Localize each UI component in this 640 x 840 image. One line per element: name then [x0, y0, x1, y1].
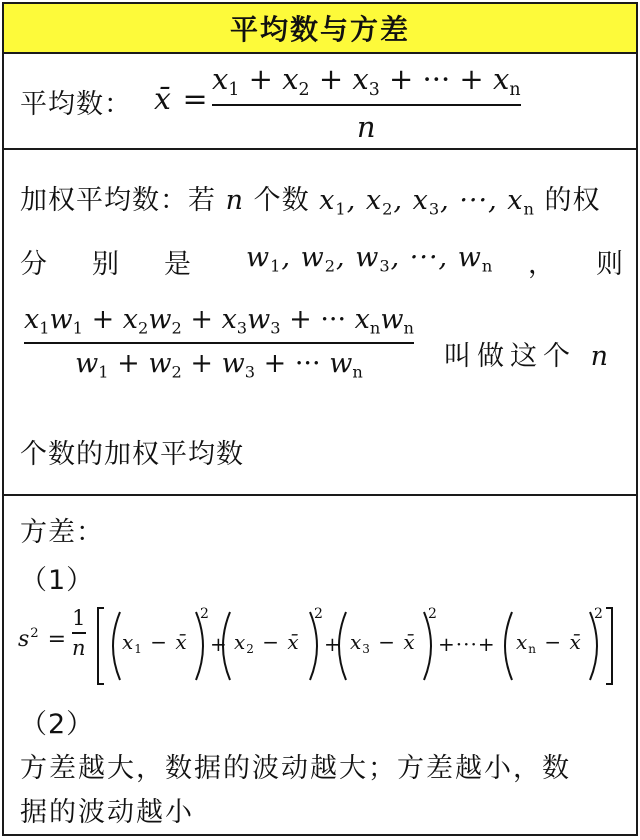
- variance-plus-1: +: [210, 632, 228, 656]
- mean-fraction: [212, 62, 521, 144]
- weighted-line-1: [20, 178, 601, 219]
- variance-formula: [18, 604, 618, 688]
- mean-formula-alt: [0, 0, 1, 1]
- variance-item-2: （2）: [20, 709, 95, 740]
- weighted-numerator: $x_1w_1 + x_2w_2 + x_3w_3$ + ··· $x_nw_n$: [24, 304, 414, 338]
- variance-one: 1: [72, 606, 86, 630]
- weighted-mean-section: [4, 150, 636, 496]
- var-n: n: [225, 185, 254, 216]
- weighted-line-2: [20, 242, 624, 282]
- w-sequence: $w_1$, $w_2$, $w_3$, ···, $w_n$: [246, 242, 494, 276]
- mean-section: [4, 54, 636, 150]
- formula-alt-texts: [0, 0, 1, 1]
- variance-term-n: $x_n$ − x̄: [516, 630, 582, 657]
- weighted-line-3: [444, 334, 614, 373]
- title-banner: [4, 4, 636, 54]
- weighted-label: 加权平均数：若: [20, 185, 216, 216]
- variance-item-1: （1）: [20, 565, 95, 596]
- variance-plus-2: +: [324, 632, 342, 656]
- variance-n: n: [72, 636, 86, 660]
- variance-s2: $s^2$ =: [18, 626, 68, 653]
- variance-term-2: $x_2$ − x̄: [234, 630, 300, 657]
- mean-xbar: x̄ =: [154, 82, 209, 117]
- weighted-text-shi: 是: [164, 249, 192, 280]
- variance-desc-line-1: 方差越大，数据的波动越大；方差越小，数: [20, 753, 571, 784]
- weighted-fraction: [24, 304, 414, 381]
- variance-term-3: $x_3$ − x̄: [350, 630, 416, 657]
- mean-denominator: n: [356, 110, 376, 145]
- variance-exp-n: 2: [594, 606, 604, 622]
- weighted-text-fen: 分: [20, 249, 48, 280]
- weighted-comma: ，: [528, 249, 556, 280]
- weighted-text-called: 叫做这个: [444, 341, 576, 372]
- weighted-fraction-bar: [24, 342, 414, 344]
- variance-term-1: $x_1$ − x̄: [122, 630, 188, 657]
- weighted-text-weight: 的权: [544, 185, 601, 216]
- variance-label: 方差：: [20, 517, 104, 548]
- weighted-text-bie: 别: [92, 249, 120, 280]
- formula-card: [2, 2, 638, 836]
- page-title: 平均数与方差: [229, 13, 410, 46]
- variance-dots: +···+: [438, 632, 496, 656]
- weighted-line-4: 个数的加权平均数: [20, 439, 244, 470]
- variance-exp-1: 2: [200, 606, 210, 622]
- mean-label: 平均数：: [20, 89, 132, 120]
- weighted-denominator: $w_1 + w_2 + w_3$ + ··· $w_n$: [75, 347, 363, 382]
- weighted-text-ze: 则: [596, 249, 624, 280]
- variance-desc-line-2: 据的波动越小: [20, 797, 194, 828]
- x-sequence: $x_1$, $x_2$, $x_3$, ···, $x_n$: [319, 185, 535, 219]
- variance-exp-3: 2: [428, 606, 438, 622]
- mean-fraction-bar: [212, 104, 521, 106]
- variance-section: [4, 496, 636, 834]
- var-n-2: n: [590, 341, 614, 372]
- weighted-text-count: 个数: [253, 185, 310, 216]
- variance-exp-2: 2: [314, 606, 324, 622]
- mean-numerator: $x_1 + x_2 + x_3$ + ··· + $x_n$: [212, 62, 521, 101]
